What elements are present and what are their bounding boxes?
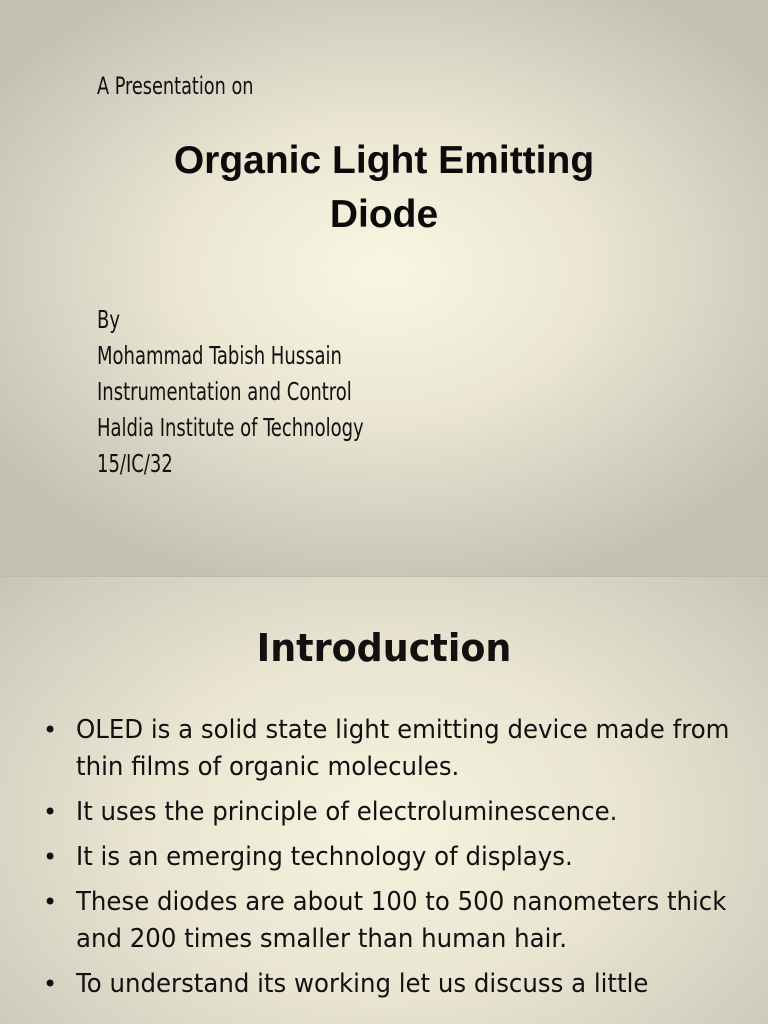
bullet-text: To understand its working let us discuss a little [76,969,649,999]
introduction-bullet-list [43,712,743,1011]
author-byline [97,302,364,482]
bullet-text: It uses the principle of electroluminescence. [76,797,618,827]
slide-title [0,134,768,242]
bullet-icon: • [43,843,58,871]
list-item [43,794,743,831]
bullet-icon: • [43,888,58,916]
byline-label: By [97,305,120,334]
presentation-kicker: A Presentation on [97,72,254,100]
bullet-icon: • [43,716,58,744]
list-item [43,712,743,786]
slide-title-line-2: Diode [329,193,439,236]
bullet-icon: • [43,970,58,998]
bullet-text: OLED is a solid state light emitting device made from thin films of organic molecules. [76,715,730,782]
list-item [43,966,743,1003]
author-name: Mohammad Tabish Hussain [97,341,342,370]
slide-title-line-1: Organic Light Emitting [173,139,595,182]
introduction-heading: Introduction [256,626,512,670]
bullet-text: These diodes are about 100 to 500 nanometers thick and 200 times smaller than human hair. [76,887,727,954]
list-item [43,839,743,876]
bullet-text: It is an emerging technology of displays. [76,842,573,872]
author-institute: Haldia Institute of Technology [97,413,364,442]
list-item [43,884,743,958]
bullet-icon: • [43,798,58,826]
author-roll-number: 15/IC/32 [97,449,173,478]
author-department: Instrumentation and Control [97,377,352,406]
